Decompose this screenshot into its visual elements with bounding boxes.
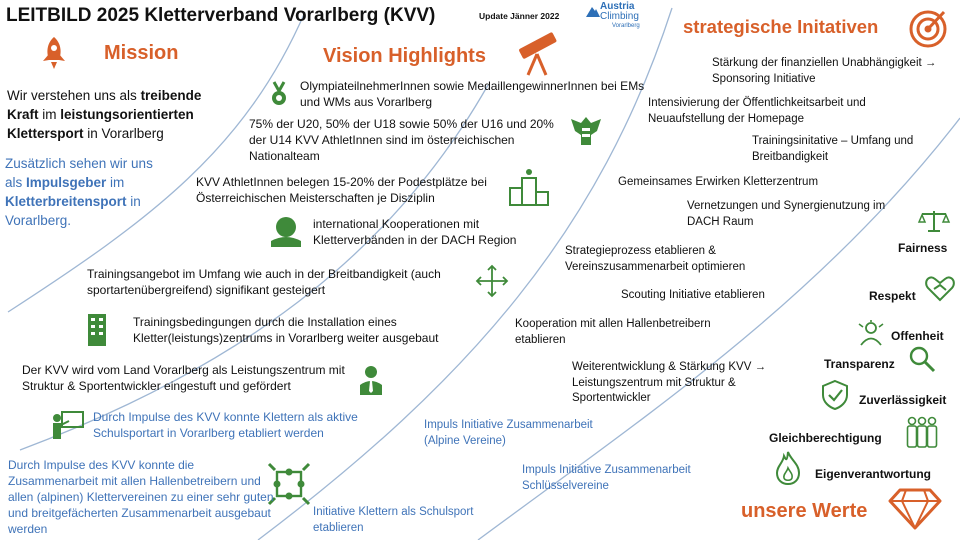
value-transparenz: Transparenz [824, 357, 895, 371]
initiative-item-1: Stärkung der finanziellen Unabhängigkeit → Sponsoring Initiative [712, 57, 937, 85]
initiative-item-6: Strategieprozess etablieren & Vereinszusammenarbeit optimieren [565, 245, 746, 273]
vision-item-5: Trainingsangebot im Umfang wie auch in der Breitbandigkeit (auch sportartenübergreifend) signifikant gesteigert [87, 267, 441, 297]
vision-item-6: Trainingsbedingungen durch die Installation eines Kletter(leistungs)zentrums in Vorarlberg weiter ausgebaut [133, 315, 439, 345]
austria-climbing-logo: Austria Climbing Vorarlberg [586, 2, 650, 34]
shield-check-icon [821, 380, 849, 410]
vision-item-2: 75% der U20, 50% der U18 sowie 50% der U16 und 20% der U14 KVV AthletInnen sind im österreichischen Nationalteam [249, 117, 554, 163]
teacher-board-icon [51, 410, 85, 440]
initiative-item-10: Impuls Initiative Zusammenarbeit (Alpine Vereine) [424, 419, 593, 447]
update-label: Update Jänner 2022 [479, 11, 560, 21]
page-title: LEITBILD 2025 Kletterverband Vorarlberg (KVV) [6, 5, 436, 26]
initiatives-title: strategische Initativen [683, 16, 879, 37]
initiative-item-5: Vernetzungen und Synergienutzung im DACH Raum [687, 200, 886, 228]
heart-handshake-icon [925, 275, 955, 301]
building-icon [87, 313, 107, 347]
vision-item-8: Durch Impulse des KVV konnte Klettern als aktive Schulsportart in Vorarlberg etabliert werden [93, 410, 358, 440]
expand-arrows-icon [475, 264, 509, 298]
value-offenheit: Offenheit [891, 329, 944, 343]
initiative-item-11: Impuls Initiative Zusammenarbeit Schlüsselvereine [522, 464, 691, 492]
medal-icon [270, 82, 288, 108]
vision-item-1: OlympiateilnehmerInnen sowie MedaillengewinnerInnen bei EMs und WMs aus Vorarlberg [300, 79, 645, 109]
rocket-icon [38, 36, 70, 70]
vision-item-7: Der KVV wird vom Land Vorarlberg als Leistungszentrum mit Struktur & Sportentwickler eingestuft und gefördert [22, 363, 345, 393]
values-title: unsere Werte [741, 500, 868, 522]
initiative-item-9: Weiterentwicklung & Stärkung KVV → Leistungszentrum mit Struktur & Sportentwickler [572, 361, 767, 404]
logo-mountain-icon [586, 5, 600, 17]
value-fairness: Fairness [898, 241, 948, 255]
value-zuverlaessigkeit: Zuverlässigkeit [859, 393, 947, 407]
value-eigenverantwortung: Eigenverantwortung [815, 467, 932, 481]
initiative-item-12: Initiative Klettern als Schulsport etablieren [313, 506, 474, 534]
initiative-item-2: Intensivierung der Öffentlichkeitsarbeit und Neuaufstellung der Homepage [648, 97, 866, 125]
flame-icon [775, 451, 801, 485]
initiative-item-4: Gemeinsames Erwirken Kletterzentrum [618, 176, 819, 188]
mission-text-1: Wir verstehen uns als treibende Kraft im leistungsorientierten Klettersport in Vorarlberg [7, 88, 202, 141]
businessman-icon [358, 365, 384, 395]
diamond-icon [888, 488, 942, 530]
handshake-globe-icon [269, 215, 303, 249]
initiative-item-8: Kooperation mit allen Hallenbetreibern etablieren [515, 318, 711, 346]
austrian-eagle-icon [569, 113, 603, 149]
open-person-icon [857, 320, 885, 346]
vision-item-3: KVV AthletInnen belegen 15-20% der Podestplätze bei Österreichischen Meisterschaften je Disziplin [196, 175, 487, 205]
vision-item-9: Durch Impulse des KVV konnte die Zusammenarbeit mit allen Hallenbetreibern und allen (alpinen) Klettervereinen zu einer sehr guten und breitgefächerten Zusammenarbeit ausgebaut werden [8, 458, 274, 536]
podium-icon [508, 168, 550, 206]
initiative-item-7: Scouting Initiative etablieren [621, 289, 765, 301]
scales-icon [919, 209, 949, 233]
vision-title: Vision Highlights [323, 45, 486, 67]
mission-title: Mission [104, 42, 179, 64]
people-equal-icon [904, 416, 940, 448]
initiative-item-3: Trainingsinitative – Umfang und Breitbandigkeit [752, 135, 914, 163]
telescope-icon [515, 30, 561, 76]
value-gleichberechtigung: Gleichberechtigung [769, 431, 882, 445]
mission-text-2: Zusätzlich sehen wir uns als Impulsgeber im Kletterbreitensport in Vorarlberg. [5, 156, 153, 228]
magnifier-icon [909, 346, 935, 372]
target-icon [908, 8, 948, 48]
value-respekt: Respekt [869, 289, 916, 303]
vision-item-4: international Kooperationen mit Kletterverbänden in der DACH Region [313, 217, 517, 247]
